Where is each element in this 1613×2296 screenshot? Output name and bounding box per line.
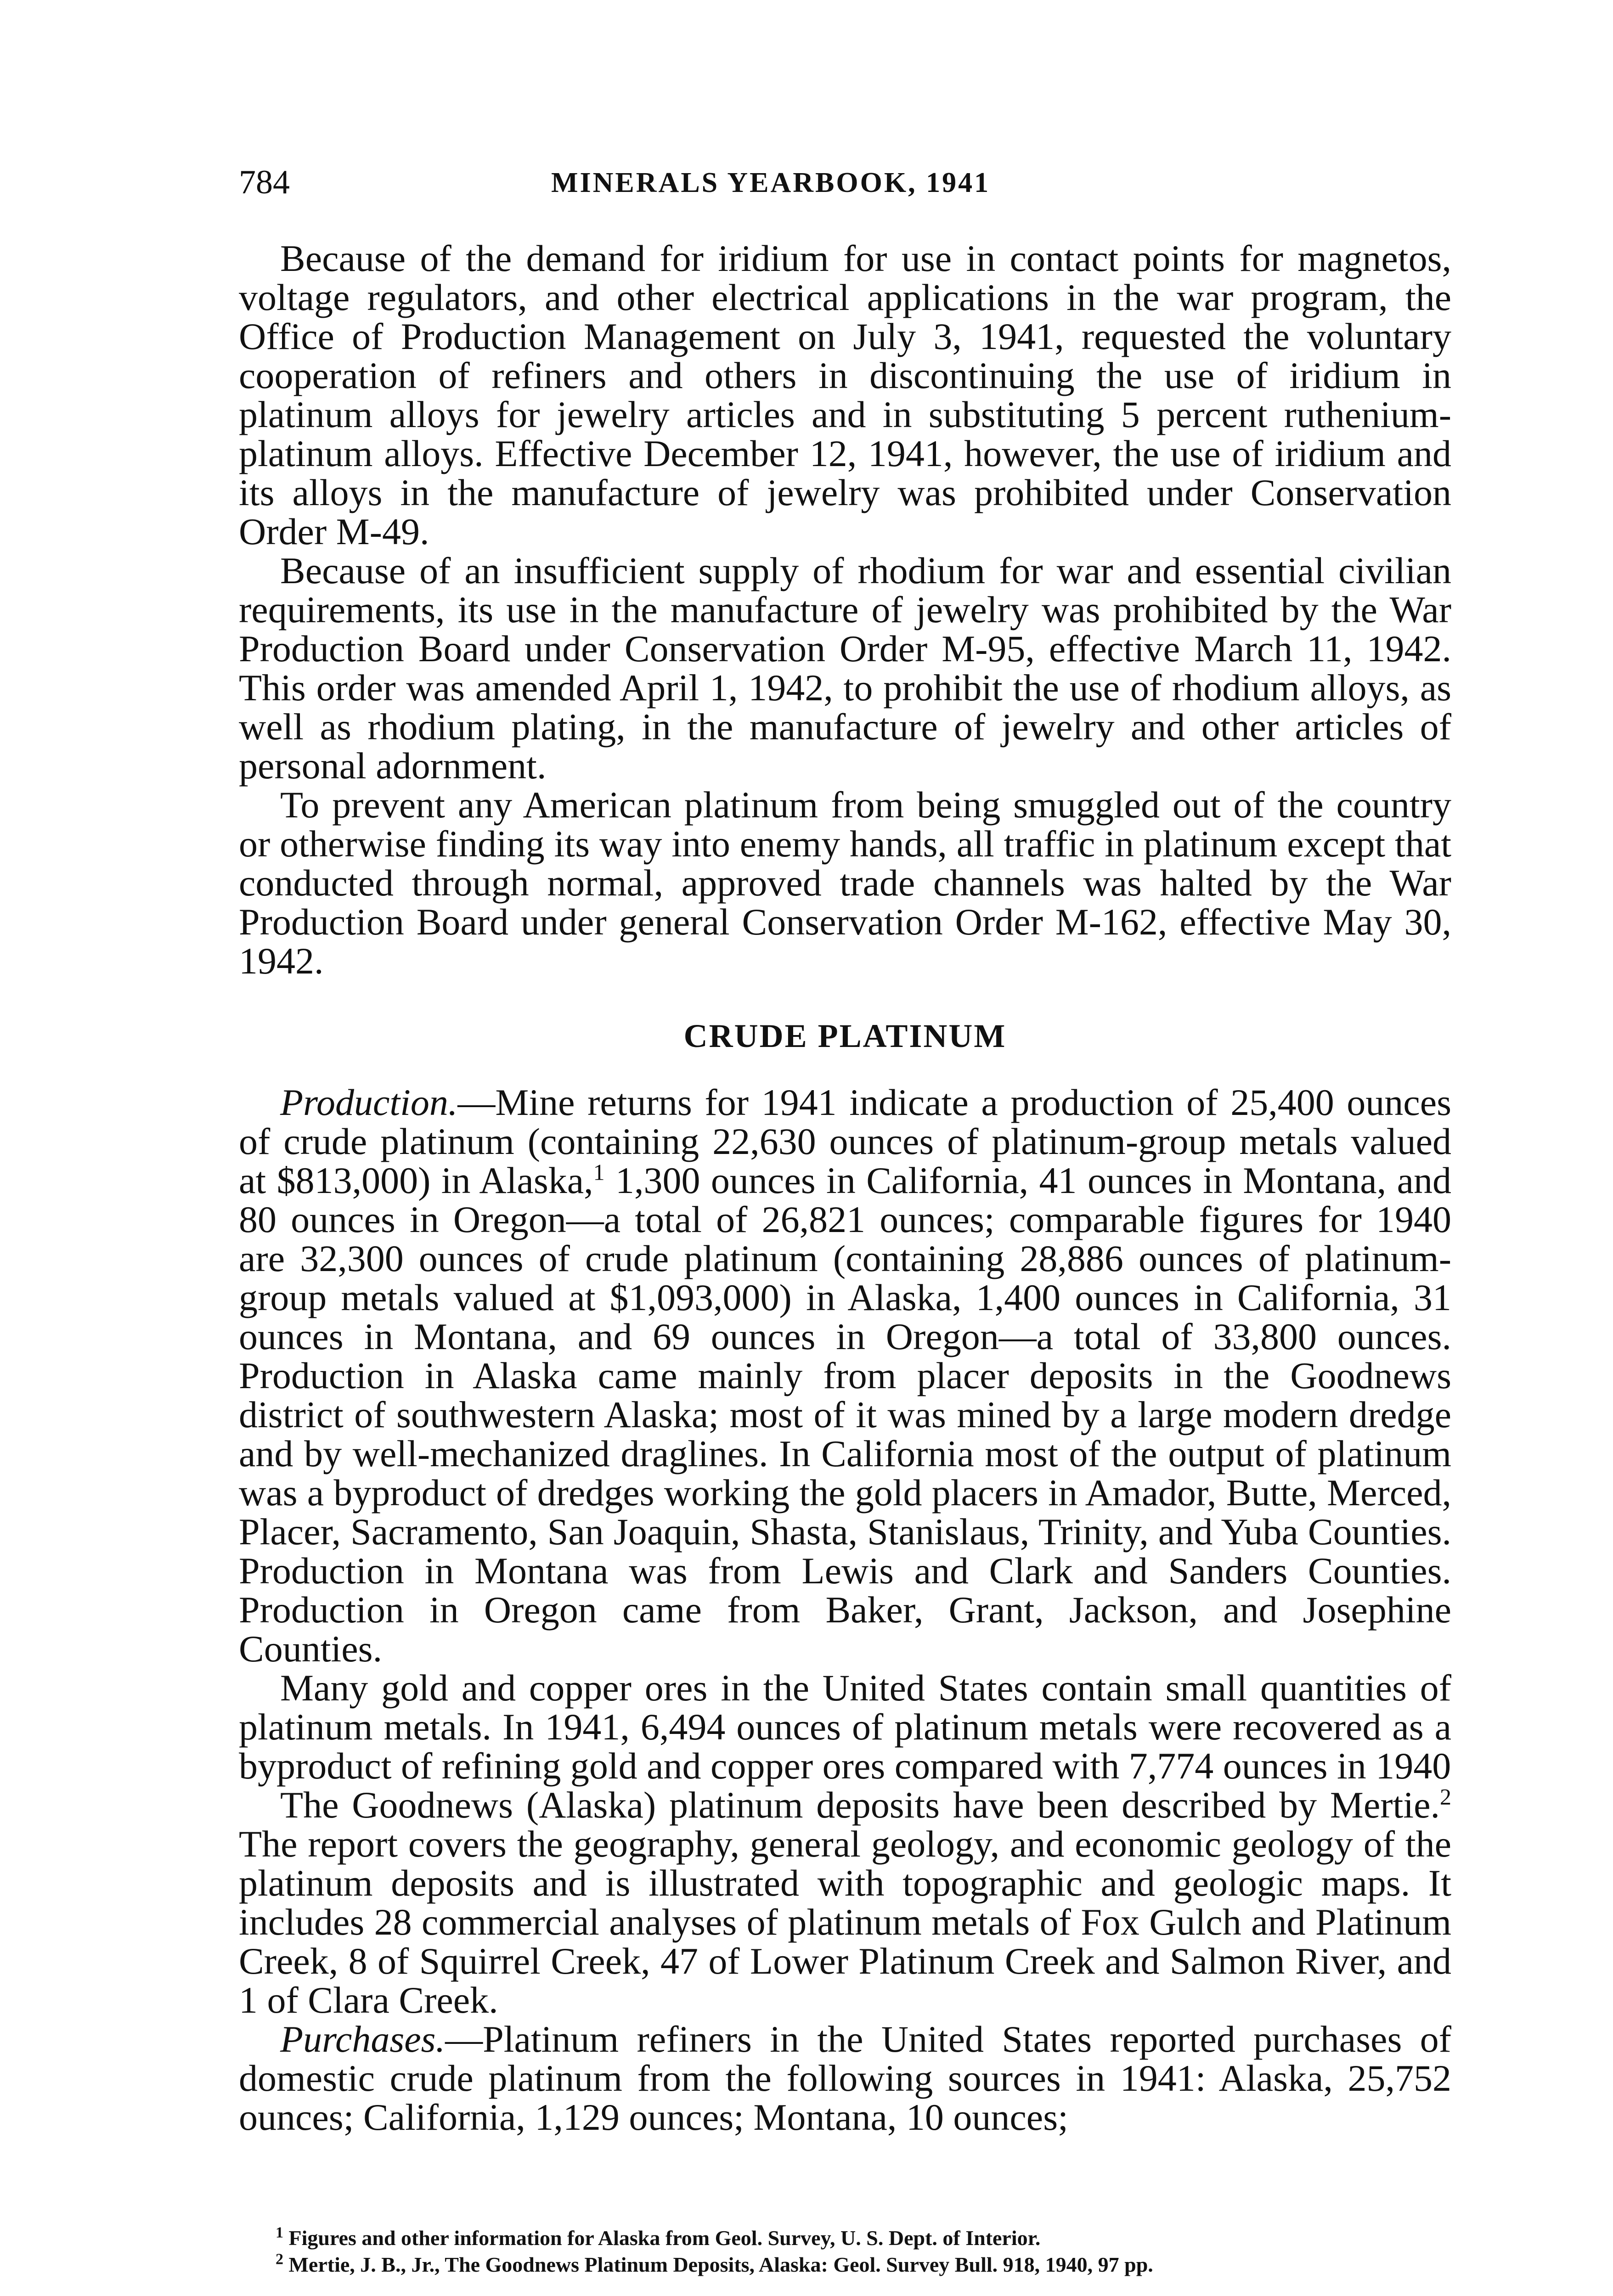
footnote-2 <box>276 2251 1451 2278</box>
goodnews-text-a: The Goodnews (Alaska) platinum deposits have been described by Mertie. <box>280 1784 1440 1826</box>
paragraph-purchases <box>239 2020 1451 2137</box>
paragraph-goodnews <box>239 1785 1451 2020</box>
production-label: Production. <box>280 1081 458 1123</box>
footnote-1 <box>276 2225 1451 2251</box>
paragraph-byproduct: Many gold and copper ores in the United States contain small quantities of platinum metals. In 1941, 6,494 ounces of platinum metals were recovered as a byproduct of refining gold and copper ores compared with 7,774 ounces in 1940 <box>239 1667 1451 1787</box>
page-header <box>239 163 1451 204</box>
paragraph-iridium: Because of the demand for iridium for use in contact points for magnetos, voltage regulators, and other electrical applications in the war program, the Office of Production Management on July 3, 1941, requested the voluntary cooperation of refiners and others in discontinuing the use of iridium in platinum alloys for jewelry articles and in substituting 5 percent ruthenium-platinum alloys. Effective December 12, 1941, however, the use of iridium and its alloys in the manufacture of jewelry was prohibited under Conservation Order M-49. <box>239 237 1451 552</box>
purchases-text: —Platinum refiners in the United States reported purchases of domestic crude platinum from the following sources in 1941: Alaska, 25,752 ounces; California, 1,129 ounces; Montana, 10 ounces; <box>239 2018 1451 2138</box>
production-text-a: —Mine returns for 1941 indicate a production of 25,400 ounces of crude platinum (containing 22,630 ounces of platinum-group metals valued at $813,000) in Alaska, <box>239 1081 1451 1201</box>
footnotes <box>276 2225 1451 2278</box>
footnote-text: Mertie, J. B., Jr., The Goodnews Platinum Deposits, Alaska: Geol. Survey Bull. 918, 1940, 97 pp. <box>288 2253 1153 2276</box>
section-heading: CRUDE PLATINUM <box>683 1018 1007 1054</box>
running-title: MINERALS YEARBOOK, 1941 <box>551 167 991 198</box>
production-text-b: 1,300 ounces in California, 41 ounces in Montana, and 80 ounces in Oregon—a total of 26,821 ounces; comparable figures for 1940 are 32,300 ounces of crude platinum (containing 28,886 ounces of platinum-group metals valued at $1,093,000) in Alaska, 1,400 ounces in California, 31 ounces in Montana, and 69 ounces in Oregon—a total of 33,800 ounces. Production in Alaska came mainly from placer deposits in the Goodnews district of southwestern Alaska; most of it was mined by a large modern dredge and by well-mechanized draglines. In California most of the output of platinum was a byproduct of dredges working the gold placers in Amador, Butte, Merced, Placer, Sacramento, San Joaquin, Shasta, Stanislaus, Trinity, and Yuba Counties. Production in Montana was from Lewis and Clark and Sanders Counties. Production in Oregon came from Baker, Grant, Jackson, and Josephine Counties. <box>239 1159 1451 1670</box>
body-text <box>239 239 1451 2137</box>
page-number: 784 <box>239 163 290 201</box>
footnote-text: Figures and other information for Alaska from Geol. Survey, U. S. Dept. of Interior. <box>288 2226 1041 2250</box>
paragraph-production <box>239 1083 1451 1668</box>
paragraph-smuggling: To prevent any American platinum from being smuggled out of the country or otherwise finding its way into enemy hands, all traffic in platinum except that conducted through normal, approved trade channels was halted by the War Production Board under general Conservation Order M-162, effective May 30, 1942. <box>239 784 1451 982</box>
footnote-mark: 1 <box>276 2224 283 2241</box>
purchases-label: Purchases. <box>280 2018 446 2060</box>
footnote-mark: 2 <box>276 2251 283 2268</box>
goodnews-text-b: The report covers the geography, general geology, and economic geology of the platinum deposits and is illustrated with topographic and geologic maps. It includes 28 commercial analyses of platinum metals of Fox Gulch and Platinum Creek, 8 of Squirrel Creek, 47 of Lower Platinum Creek and Salmon River, and 1 of Clara Creek. <box>239 1823 1451 2021</box>
paragraph-rhodium: Because of an insufficient supply of rhodium for war and essential civilian requirements, its use in the manufacture of jewelry was prohibited by the War Production Board under Conservation Order M-95, effective March 11, 1942. This order was amended April 1, 1942, to prohibit the use of rhodium alloys, as well as rhodium plating, in the manufacture of jewelry and other articles of personal adornment. <box>239 550 1451 787</box>
footnote-ref-2: 2 <box>1440 1784 1451 1810</box>
footnote-ref-1: 1 <box>593 1159 605 1185</box>
